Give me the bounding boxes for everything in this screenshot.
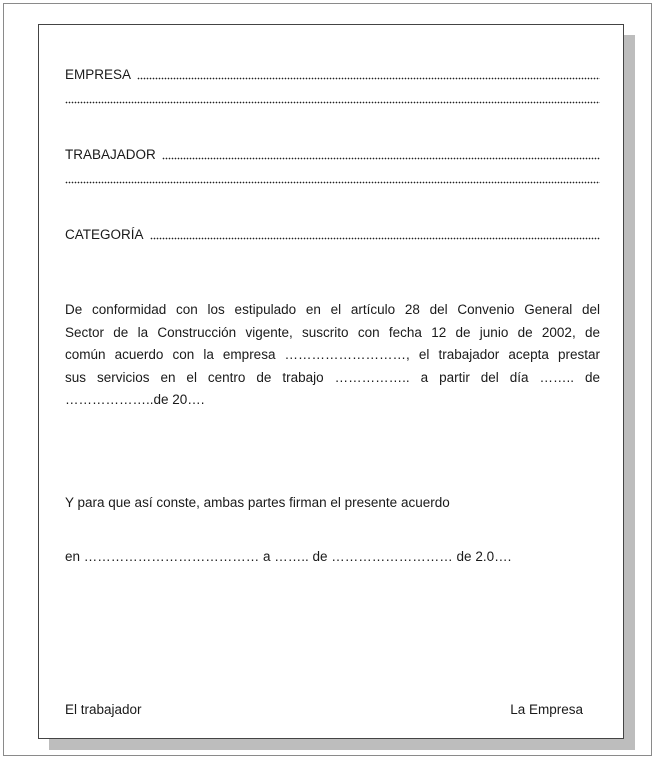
agreement-line-5: ………………..de 20…. [65,392,205,408]
categoria-fill-line[interactable] [150,237,600,240]
empresa-continuation [65,89,600,109]
empresa-fill-line-2[interactable] [65,101,600,104]
closing-statement: Y para que así conste, ambas partes firman el presente acuerdo [65,495,450,510]
trabajador-continuation [65,169,600,189]
categoria-field [65,225,600,245]
agreement-line-3: común acuerdo con la empresa ………………………, el trabajador acepta prestar [65,347,600,363]
agreement-line-4: sus servicios en el centro de trabajo …………….. a partir del día …….. de [65,369,600,385]
trabajador-fill-line[interactable] [162,157,600,160]
agreement-line-1: De conformidad con los estipulado en el artículo 28 del Convenio General del [65,302,600,317]
agreement-line-2: Sector de la Construcción vigente, suscrito con fecha 12 de junio de 2002, de [65,324,600,340]
empresa-fill-line[interactable] [137,77,600,80]
empresa-field [65,65,600,85]
trabajador-field [65,145,600,165]
company-signature-label: La Empresa [510,702,583,717]
agreement-paragraph [65,299,600,412]
worker-signature-label: El trabajador [65,702,142,717]
document-page [38,24,624,739]
empresa-label: EMPRESA [65,67,132,82]
trabajador-fill-line-2[interactable] [65,181,600,184]
trabajador-label: TRABAJADOR [65,147,156,162]
categoria-label: CATEGORÍA [65,227,144,242]
place-date-line: en ………………………………… a …….. de ……………………… de 2.0…. [65,549,512,564]
